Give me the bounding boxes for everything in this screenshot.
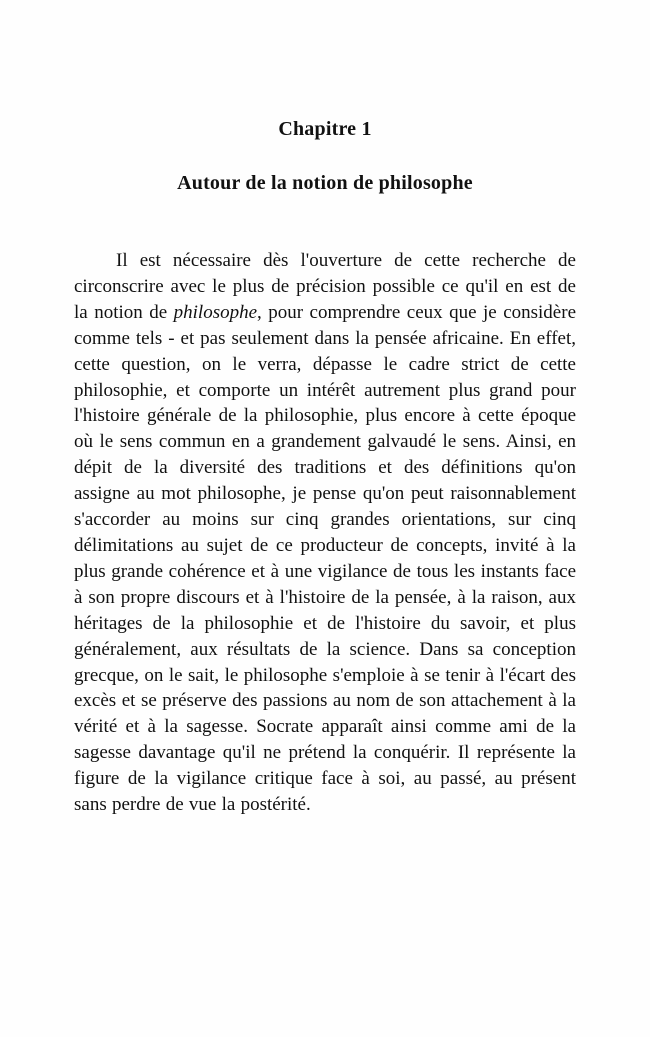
paragraph-text-part2: , pour comprendre ceux que je considère comme tels - et pas seulement dans la pensée africaine. En effet, cette question, on le verra, dépasse le cadre strict de cette philosophie, et comporte un intérêt autrement plus grand pour l'histoire générale de la philosophie, plus encore à cette époque où le sens commun en a grandement galvaudé le sens. Ainsi, en dépit de la diversité des traditions et des définitions qu'on assigne au mot philosophe, je pense qu'on peut raisonnablement s'accorder au moins sur cinq grandes orientations, sur cinq délimitations au sujet de ce producteur de concepts, invité à la plus grande cohérence et à une vigilance de tous les instants face à son propre discours et à l'histoire de la pensée, à la raison, aux héritages de la philosophie et de l'histoire du savoir, et plus généralement, aux résultats de la science. Dans sa conception grecque, on le sait, le philosophe s'emploie à se tenir à l'écart des excès et se préserve des passions au nom de son attachement à la vérité et à la sagesse. Socrate apparaît ainsi comme ami de la sagesse davantage qu'il ne prétend la conquérir. Il représente la figure de la vigilance critique face à soi, au passé, au présent sans perdre de vue la postérité. (74, 301, 577, 816)
chapter-heading: Chapitre 1 (278, 118, 372, 140)
paragraph-italic-word: philosophe (173, 301, 258, 323)
section-title: Autour de la notion de philosophe (177, 172, 473, 194)
paragraph-text-part1: Il est nécessaire dès l'ouverture de cette recherche de circonscrire avec le plus de précision possible ce qu'il en est de la notion de (74, 250, 576, 323)
body-paragraph (74, 248, 576, 818)
